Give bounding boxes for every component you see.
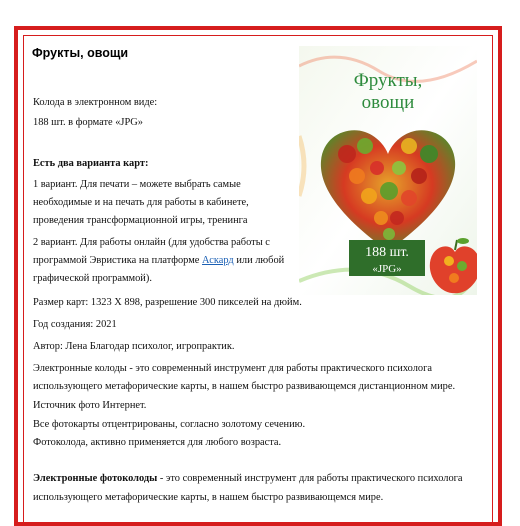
description-2-line-1 [33,470,463,487]
variant2-suffix: или любой [233,255,285,266]
age-line: Фотоколода, активно применяется для любого возраста. [33,437,282,448]
golden-ratio-line: Все фотокарты отцентрированы, согласно золотому сечению. [33,419,306,430]
variant2-text-1: 2 вариант. Для работы онлайн (для удобства работы с [33,237,270,248]
askard-link[interactable]: Аскард [202,255,234,266]
author-line: Автор: Лена Благодар психолог, игропрактик. [33,341,235,352]
badge-count: 188 шт. [365,245,409,260]
description-2-bold: Электронные фотоколоды [33,473,158,484]
description-1-line-2: использующего метафорические карты, в нашем быстро развивающемся дистанционном мире. [33,381,456,392]
variant1-text-3: проведения трансформационной игры, тренинга [33,215,248,226]
description-1-line-1: Электронные колоды - это современный инструмент для работы практического психолога [33,363,432,374]
variant1-text-1: 1 вариант. Для печати – можете выбрать самые [33,179,241,190]
variant1-text-2: необходимые и на печать для работы в кабинете, [33,197,249,208]
variant2-text-3: графической программой). [33,273,152,284]
promo-title-line-2: овощи [361,92,415,113]
count-label: 188 шт. в формате «JPG» [33,117,143,128]
card-size: Размер карт: 1323 Х 898, разрешение 300 пикселей на дюйм. [33,297,302,308]
page-frame [14,26,502,526]
photo-source: Источник фото Интернет. [33,400,147,411]
content-area [23,35,493,522]
description-2-line-2: использующего метафорические карты, в нашем быстро развивающемся мире. [33,492,384,503]
variant2-text-2 [33,252,284,269]
creation-year: Год создания: 2021 [33,319,117,330]
variant2-prefix: программой Эвристика на платформе [33,255,203,266]
promo-title-line-1: Фрукты, [353,70,423,91]
variants-heading: Есть два варианта карт: [33,158,149,169]
format-label: Колода в электронном виде: [33,97,158,108]
badge-format: «JPG» [372,263,402,275]
description-2-rest: - это современный инструмент для работы практического психолога [157,473,463,484]
deck-cover-image [299,46,477,295]
page-title: Фрукты, овощи [32,46,129,60]
